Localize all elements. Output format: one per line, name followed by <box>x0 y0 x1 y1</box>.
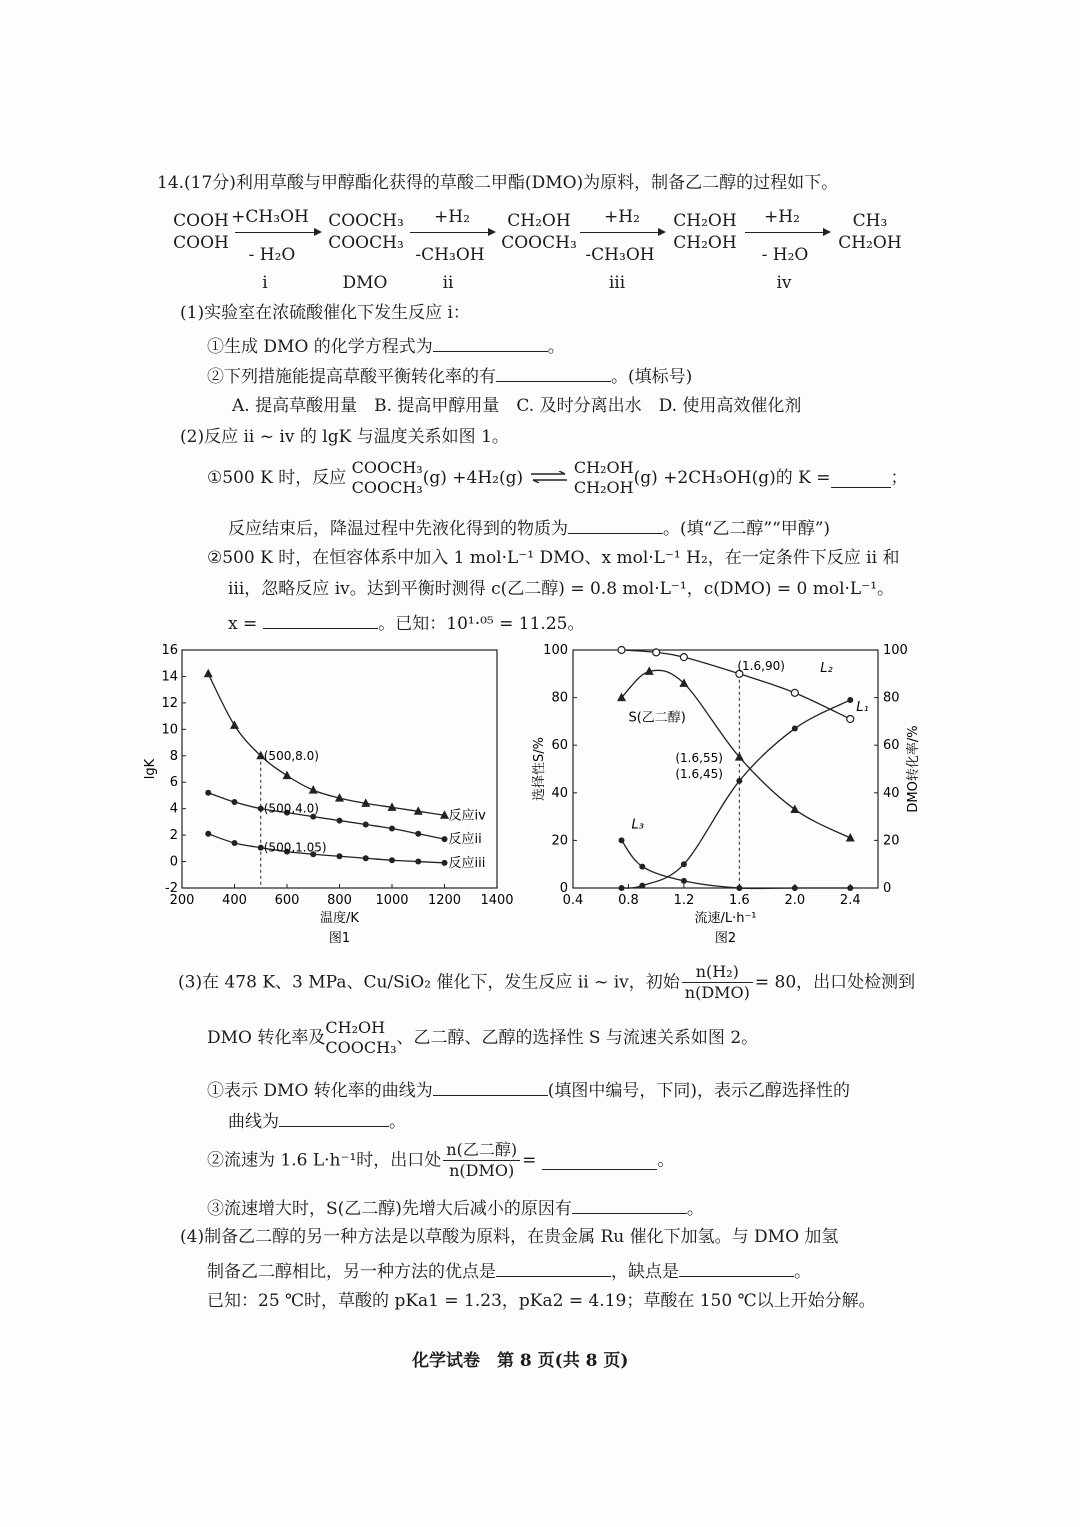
line-end: 。 <box>794 1262 811 1282</box>
series-line <box>208 674 444 815</box>
data-point-dot <box>619 885 625 891</box>
answer-blank[interactable] <box>496 363 611 382</box>
y-axis-label: lgK <box>143 758 158 780</box>
y-tick-label-left: 60 <box>551 738 568 754</box>
data-point-dot <box>337 853 343 859</box>
x-tick-label: 1.6 <box>729 893 750 908</box>
y-tick-label: 16 <box>161 643 178 658</box>
data-point-dot <box>205 831 211 837</box>
answer-blank[interactable] <box>433 333 548 352</box>
y-axis-label-right: DMO转化率/% <box>906 725 921 813</box>
y-tick-label-right: 60 <box>883 738 900 754</box>
data-point-circle <box>680 654 687 661</box>
part2-q2-line1: ②500 K 时，在恒容体系中加入 1 mol·L⁻¹ DMO、x mol·L⁻¹ H₂，在一定条件下反应 ii 和 <box>207 548 900 568</box>
species-dmo <box>326 210 406 254</box>
data-point-dot <box>847 697 853 703</box>
figure-2-chart <box>525 640 935 960</box>
answer-blank[interactable] <box>568 515 663 534</box>
arrow-iii-below: -CH₃OH <box>585 245 655 265</box>
arrow-iv <box>745 232 829 233</box>
part1-options: A. 提高草酸用量 B. 提高甲醇用量 C. 及时分离出水 D. 使用高效催化剂 <box>232 396 802 416</box>
plot-frame <box>573 650 878 888</box>
part4-line2 <box>207 1258 811 1283</box>
arrow-ii <box>410 232 494 233</box>
y-tick-label: 4 <box>169 801 178 817</box>
figure-caption: 图2 <box>714 931 737 946</box>
x-tick-label: 0.8 <box>618 893 639 908</box>
data-point-triangle <box>204 669 213 678</box>
part1-q1 <box>207 333 565 358</box>
arrow-i-above: +CH₃OH <box>231 207 309 227</box>
data-point-dot <box>337 818 343 824</box>
page-footer: 化学试卷 第 8 页(共 8 页) <box>412 1351 629 1371</box>
q1-a: ①500 K 时，反应 <box>207 468 347 488</box>
line-b: ，缺点是 <box>611 1262 679 1282</box>
y-tick-label-right: 40 <box>883 785 900 801</box>
product-top: CH₂OH <box>573 458 634 477</box>
series-line <box>622 650 851 719</box>
x-tick-label: 800 <box>327 893 352 908</box>
series-label: 反应ii <box>448 832 482 848</box>
glycol-dmo-fraction <box>443 1140 520 1181</box>
part2-q2-line2: iii，忽略反应 iv。达到平衡时测得 c(乙二醇) = 0.8 mol·L⁻¹，c(DMO) = 0 mol·L⁻¹。 <box>228 579 895 599</box>
series-label: L₁ <box>856 700 869 716</box>
y-tick-label: 8 <box>169 748 178 764</box>
data-point-dot <box>232 799 238 805</box>
series-label: S(乙二醇) <box>628 710 686 726</box>
point-annotation: (500,8.0) <box>263 748 319 763</box>
series-label: L₂ <box>820 660 833 676</box>
line-text: 反应结束后，降温过程中先液化得到的物质为 <box>228 519 568 539</box>
data-point-circle <box>618 647 625 654</box>
x-tick-label: 2.0 <box>784 893 806 908</box>
series-line <box>622 700 851 888</box>
species-intermediate <box>500 210 578 254</box>
data-point-dot <box>681 878 687 884</box>
y-tick-label-right: 100 <box>883 643 908 658</box>
data-point-dot <box>639 864 645 870</box>
point-annotation: (1.6,55) <box>675 751 723 766</box>
point-annotation: (1.6,90) <box>737 658 785 673</box>
data-point-triangle <box>679 678 688 687</box>
species-bottom: CH₂OH <box>673 233 737 253</box>
series-label: L₃ <box>631 817 644 833</box>
x-tick-label: 1200 <box>427 893 462 908</box>
data-point-dot <box>415 831 421 837</box>
answer-blank[interactable] <box>279 1108 389 1127</box>
part3-q3 <box>207 1195 704 1220</box>
q2-end: 。 <box>657 1150 675 1171</box>
arrow-i-label: i <box>262 273 268 293</box>
q1-end: 。 <box>547 337 565 357</box>
y-axis-label-left: 选择性S/% <box>532 737 547 801</box>
species-bottom: COOCH₃ <box>501 233 577 253</box>
arrow-ii-above: +H₂ <box>434 207 470 227</box>
intermediate-formula <box>325 1018 396 1058</box>
q1-c: 曲线为 <box>228 1112 279 1132</box>
series-line <box>622 670 851 838</box>
data-point-circle <box>653 649 660 656</box>
data-point-circle <box>791 689 798 696</box>
species-top: CH₃ <box>852 211 888 231</box>
x-axis-label: 温度/K <box>320 911 359 926</box>
answer-blank[interactable] <box>433 1077 548 1096</box>
q1-b: (填图中编号，下同)，表示乙醇选择性的 <box>547 1081 851 1101</box>
q1-end: 。 <box>389 1112 406 1132</box>
y-tick-label-left: 100 <box>543 643 568 658</box>
reactant-bottom: COOCH₃ <box>351 478 423 497</box>
q1-a: ①表示 DMO 转化率的曲线为 <box>207 1081 433 1101</box>
x-tick-label: 2.4 <box>839 893 861 908</box>
arrow-iii <box>580 232 664 233</box>
part3-q1-line2 <box>228 1108 406 1133</box>
series-line <box>208 793 444 839</box>
fraction-denominator: n(DMO) <box>449 1161 515 1180</box>
point-annotation: (1.6,45) <box>675 766 723 781</box>
y-tick-label-left: 40 <box>551 785 568 801</box>
data-point-dot <box>363 822 369 828</box>
y-tick-label-right: 0 <box>883 881 892 896</box>
line-b: 、乙二醇、乙醇的选择性 S 与流速关系如图 2。 <box>396 1028 759 1048</box>
answer-blank[interactable] <box>263 610 378 629</box>
q3-end: 。 <box>686 1199 704 1219</box>
part3-line2 <box>207 1018 758 1064</box>
data-point-triangle <box>230 720 239 729</box>
species-bottom: CH₂OH <box>838 233 902 253</box>
y-tick-label: 2 <box>169 828 178 844</box>
equilibrium-arrow <box>529 467 569 489</box>
series-label: 反应iv <box>448 808 486 824</box>
species-bottom: COOH <box>173 233 229 253</box>
y-tick-label: 0 <box>169 854 178 870</box>
fraction-numerator: n(H₂) <box>682 962 753 983</box>
point-annotation: (500,1.05) <box>263 840 327 855</box>
data-point-dot <box>232 840 238 846</box>
data-point-dot <box>363 855 369 861</box>
part2-q1-line2 <box>228 515 830 540</box>
question-header: 14.(17分)利用草酸与甲醇酯化获得的草酸二甲酯(DMO)为原料，制备乙二醇的过程如下。 <box>157 173 839 193</box>
q3-text: ③流速增大时，S(乙二醇)先增大后减小的原因有 <box>207 1199 572 1219</box>
x-tick-label: 1.2 <box>673 893 695 908</box>
answer-blank[interactable] <box>679 1258 794 1277</box>
arrow-iii-above: +H₂ <box>604 207 640 227</box>
species-ethylene-glycol <box>670 210 740 254</box>
q2-text: ②下列措施能提高草酸平衡转化率的有 <box>207 367 496 387</box>
species-oxalic-acid <box>170 210 232 254</box>
x-tick-label: 400 <box>222 893 247 908</box>
part4-line1: (4)制备乙二醇的另一种方法是以草酸为原料，在贵金属 Ru 催化下加氢。与 DMO 加氢 <box>180 1227 839 1247</box>
q2-b: = <box>522 1150 537 1171</box>
q1-text: ①生成 DMO 的化学方程式为 <box>207 337 433 357</box>
x-tick-label: 600 <box>274 893 300 908</box>
line-b: = 80，出口处检测到 <box>754 972 916 993</box>
line-a: x = <box>228 614 258 634</box>
formula-bottom: COOCH₃ <box>325 1038 397 1057</box>
y-tick-label: 10 <box>161 722 178 738</box>
data-point-dot <box>442 860 448 866</box>
line-a: DMO 转化率及 <box>207 1028 326 1048</box>
point-annotation: (500,4.0) <box>263 801 319 816</box>
data-point-dot <box>736 778 742 784</box>
line-a: (3)在 478 K、3 MPa、Cu/SiO₂ 催化下，发生反应 ii ~ iv，初始 <box>178 972 680 993</box>
product-bottom: CH₂OH <box>573 478 634 497</box>
data-point-dot <box>736 885 742 891</box>
species-top: CH₂OH <box>673 211 737 231</box>
part2-intro: (2)反应 ii ~ iv 的 lgK 与温度关系如图 1。 <box>180 427 509 447</box>
arrow-i-below: - H₂O <box>248 245 296 265</box>
data-point-triangle <box>283 771 292 780</box>
y-tick-label-left: 0 <box>559 881 568 896</box>
species-top: COOCH₃ <box>328 211 404 231</box>
species-top: CH₂OH <box>507 211 571 231</box>
x-tick-label: 1000 <box>375 893 409 908</box>
y-tick-label: -2 <box>165 881 178 896</box>
y-tick-label: 6 <box>169 775 178 791</box>
data-point-dot <box>619 837 625 843</box>
x-tick-label: 1400 <box>480 893 514 908</box>
x-axis-label: 流速/L·h⁻¹ <box>694 911 757 926</box>
arrow-i <box>235 232 320 233</box>
part3-q1 <box>207 1077 850 1102</box>
data-point-dot <box>639 883 645 889</box>
figure-caption: 图1 <box>328 931 351 946</box>
part2-q1 <box>207 458 908 504</box>
data-point-dot <box>415 859 421 865</box>
data-point-dot <box>205 790 211 796</box>
part3-line1 <box>178 962 915 1012</box>
x-tick-label: 0.4 <box>562 893 584 908</box>
arrow-iii-label: iii <box>608 273 626 293</box>
arrow-ii-below: -CH₃OH <box>415 245 485 265</box>
arrow-iv-above: +H₂ <box>764 207 800 227</box>
data-point-dot <box>389 826 395 832</box>
y-tick-label-left: 20 <box>551 833 568 849</box>
fraction-denominator: n(DMO) <box>684 983 750 1002</box>
line-b: 。已知：10¹·⁰⁵ = 11.25。 <box>378 614 585 634</box>
arrow-iv-label: iv <box>776 273 792 293</box>
answer-blank[interactable] <box>542 1151 657 1170</box>
q2-end: 。(填标号) <box>611 367 693 387</box>
line-a: 制备乙二醇相比，另一种方法的优点是 <box>207 1262 496 1282</box>
answer-blank[interactable] <box>831 469 891 488</box>
formula-top: CH₂OH <box>325 1018 386 1037</box>
y-tick-label-right: 20 <box>883 833 900 849</box>
reactant-top: COOCH₃ <box>351 458 423 477</box>
answer-blank[interactable] <box>496 1258 611 1277</box>
data-point-dot <box>847 885 853 891</box>
data-point-dot <box>792 726 798 732</box>
species-top: COOH <box>173 211 229 231</box>
part1-intro: (1)实验室在浓硫酸催化下发生反应 i： <box>180 303 470 323</box>
product-glycol <box>574 458 634 498</box>
q1-c: (g) +2CH₃OH(g)的 K = <box>633 468 831 488</box>
answer-blank[interactable] <box>572 1195 687 1214</box>
line-end: 。(填“乙二醇”“甲醇”) <box>663 519 831 539</box>
y-tick-label: 14 <box>161 669 178 685</box>
species-ethanol <box>835 210 905 254</box>
part2-q2-line3 <box>228 610 584 635</box>
arrow-iv-below: - H₂O <box>761 245 809 265</box>
ratio-fraction <box>682 962 753 1003</box>
data-point-triangle <box>846 833 855 842</box>
q1-b: (g) +4H₂(g) <box>422 468 524 488</box>
fraction-numerator: n(乙二醇) <box>443 1140 520 1161</box>
data-point-dot <box>389 857 395 863</box>
part4-line3: 已知：25 ℃时，草酸的 pKa1 = 1.23，pKa2 = 4.19；草酸在 150 ℃以上开始分解。 <box>207 1291 876 1311</box>
q1-end: ； <box>890 468 908 488</box>
y-tick-label: 12 <box>161 695 178 711</box>
data-point-triangle <box>790 804 799 813</box>
species-bottom: COOCH₃ <box>328 233 404 253</box>
data-point-dot <box>681 861 687 867</box>
dmo-label: DMO <box>342 273 388 293</box>
data-point-circle <box>847 716 854 723</box>
data-point-dot <box>792 885 798 891</box>
data-point-dot <box>442 836 448 842</box>
figure-1-chart <box>140 640 520 960</box>
y-tick-label-right: 80 <box>883 690 900 706</box>
q2-a: ②流速为 1.6 L·h⁻¹时，出口处 <box>207 1150 442 1171</box>
series-label: 反应iii <box>448 855 486 871</box>
y-tick-label-left: 80 <box>551 690 568 706</box>
reactant-dmo <box>352 458 423 498</box>
x-tick-label: 200 <box>169 893 195 908</box>
arrow-ii-label: ii <box>442 273 454 293</box>
part1-q2 <box>207 363 692 388</box>
part3-q2 <box>207 1140 674 1188</box>
plot-frame <box>182 650 497 888</box>
